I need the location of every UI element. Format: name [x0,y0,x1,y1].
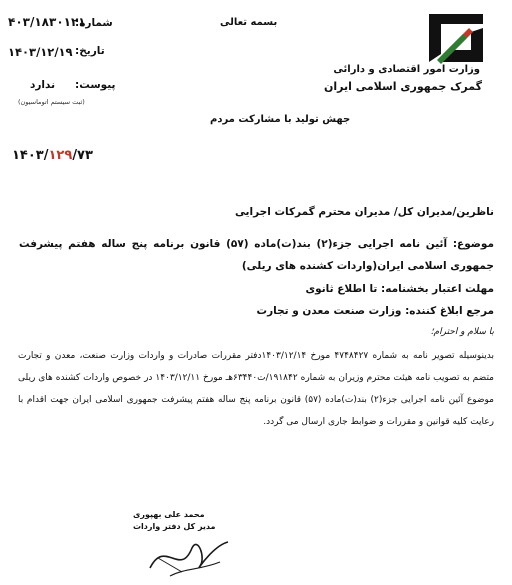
attachment-value: ندارد [30,79,56,91]
reference-number-part2: ۱۲۹ [48,148,73,163]
deadline: مهلت اعتبار بخشنامه: تا اطلاع ثانوی [305,283,494,295]
customs-logo-icon [425,10,487,66]
date-value: ۱۴۰۳/۱۲/۱۹ [8,45,73,59]
subject: موضوع: آئین نامه اجرایی جزء(۲) بند(ت)ماده (۵۷) قانون برنامه پنج ساله هفتم پیشرفت جمهوری اسلامی ایران(واردات کشنده های ریلی) [19,238,495,272]
organization-name: گمرک جمهوری اسلامی ایران [323,80,482,93]
reference-number [12,148,93,163]
issuing-reference: مرجع ابلاغ کننده: وزارت صنعت معدن و تجارت [256,305,494,317]
number-label: شماره: [75,17,113,29]
recipients: ناظرین/مدیران کل/ مدیران محترم گمرکات اجرایی [234,206,494,218]
signer-title: مدیر کل دفتر واردات [133,522,216,531]
slogan: جهش تولید با مشارکت مردم [210,114,351,125]
greeting: با سلام و احترام؛ [430,327,494,337]
number-value: ۴۰۳/۱۸۳۰۱۲۱ [8,15,86,29]
signer-name: محمد علی بهپوری [133,510,205,519]
ministry-name: وزارت امور اقتصادی و دارائی [333,64,480,75]
attachment-note: (ثبت سیستم اتوماسیون) [18,98,85,106]
signature-mark [140,528,240,583]
reference-number-part3: /۷۳ [72,148,93,163]
reference-number-part1: ۱۴۰۳/ [12,148,49,163]
date-label: تاریخ: [75,45,105,57]
letter-body: بدینوسیله تصویر نامه به شماره ۴۷۴۸۴۲۷ مورخ ۱۴۰۳/۱۲/۱۴دفتر مقررات صادرات و واردات وزارت صنعت، معدن و تجارت متضم به تصویب نامه هیئت محترم وزیران به شماره ۱۹۱۸۴۲/ت۶۳۴۴۰هـ مورخ ۱۴۰۳/۱۲/۱۱ در خصوص واردات کشنده های ریلی موضوع آئین نامه اجرایی جزء(۲) بند(ت)ماده (۵۷) قانون برنامه پنج ساله هفتم پیشرفت جمهوری اسلامی ایران جهت اقدام با رعایت کلیه قوانین و مقررات و ضوابط جاری ارسال می گردد. [18,351,494,427]
basmala: بسمه تعالی [220,17,278,28]
attachment-label: پیوست: [75,79,116,91]
